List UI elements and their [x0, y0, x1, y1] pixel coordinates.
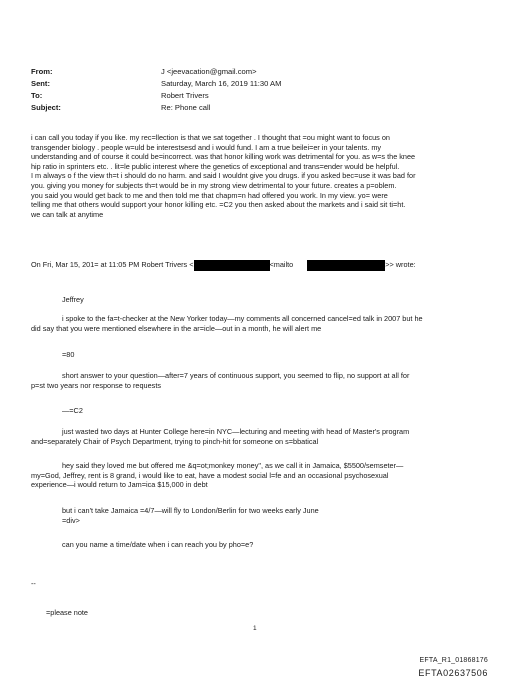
to-value: Robert Trivers	[161, 91, 209, 100]
signature-dash: --	[31, 579, 36, 588]
paragraph-line: p=st two years nor response to requests	[31, 380, 161, 390]
reply-line: understanding and of course it could be=incorrect. was that honor killing work was detrimental for you. as w=s the knee	[31, 152, 416, 162]
paragraph-line: hey said they loved me but offered me &q=ot;monkey money", as we call it in Jamaica, $5500/semseter—	[62, 461, 404, 470]
paragraph-phone-question: can you name a time/date when i can reach you by pho=e?	[62, 540, 254, 549]
reply-line: telling me that others would support your honor killing etc. =C2 you then asked about the markets and i said sit ti=ht.	[31, 200, 406, 210]
sent-value: Saturday, March 16, 2019 11:30 AM	[161, 79, 282, 88]
bates-number-large: EFTA02637506	[418, 668, 488, 678]
paragraph-line: experience—i would return to Jam=ica $15,000 in debt	[31, 480, 208, 490]
paragraph-jamaica	[62, 506, 492, 525]
page-number: 1	[253, 625, 257, 632]
bates-number-small: EFTA_R1_01868176	[419, 657, 488, 664]
quote-mailto: <mailto	[269, 260, 294, 269]
reply-line: we can talk at anytime	[31, 209, 104, 219]
subject-label: Subject:	[31, 103, 61, 112]
paragraph-hunter-college	[31, 427, 491, 446]
paragraph-line: did say that you were mentioned elsewhere in the ar=icle—out in a month, he will alert me	[31, 323, 322, 333]
paragraph-line: my=God, Jeffrey, rent is 8 grand, i would like to eat, have a modest social l=fe and an occasional psychosexual	[31, 470, 389, 480]
sent-row	[31, 78, 281, 90]
paragraph-line: just wasted two days at Hunter College here=in NYC—lecturing and meeting with head of Master's program	[62, 427, 410, 436]
reply-body	[31, 133, 491, 219]
paragraph-line: short answer to your question—after=7 years of continuous support, you seemed to flip, no support at all for	[62, 371, 410, 380]
marker-c2: —=C2	[62, 406, 83, 415]
from-label: From:	[31, 67, 53, 76]
quote-attribution	[31, 259, 416, 271]
please-note: =please note	[46, 608, 88, 617]
reply-line: you. giving you money for subjects th=t would be in my strong view detrimental to your future. creates a p=oblem.	[31, 180, 397, 190]
sent-label: Sent:	[31, 79, 50, 88]
redaction-box	[194, 260, 270, 271]
marker-80: =80	[62, 350, 75, 359]
to-label: To:	[31, 91, 43, 100]
paragraph-line: i spoke to the fa=t-checker at the New Yorker today—my comments all concerned cancel=ed talk in 2007 but he	[62, 314, 423, 323]
paragraph-line: =div>	[62, 515, 80, 525]
paragraph-fact-checker	[31, 314, 491, 333]
quote-suffix: >> wrote:	[385, 260, 416, 269]
greeting: Jeffrey	[62, 295, 84, 304]
reply-line: transgender biology . people w=uld be interestsesd and i would fund. I am a true beilei=er in your talents. my	[31, 142, 382, 152]
reply-line: I m always o f the view th=t i should do no harm. and said I wouldnt give you drugs. if you asked bec=use it was bad for	[31, 171, 416, 181]
email-header	[31, 66, 281, 114]
reply-line: hip ratio in sprinters etc. . lit=le public interest where the genetics of exceptional and trans=ender would be helpful.	[31, 161, 400, 171]
paragraph-line: but i can't take Jamaica =4/7—will fly to London/Berlin for two weeks early June	[62, 506, 319, 515]
paragraph-line: and=separately Chair of Psych Department, trying to pinch-hit for someone on s=bbatical	[31, 436, 319, 446]
from-value: J <jeevacation@gmail.com>	[161, 67, 257, 76]
paragraph-monkey-money	[31, 461, 491, 490]
reply-line: you said you would get back to me and then told me that chapm=n had offered you work. In my view. yo= were	[31, 190, 388, 200]
to-row	[31, 90, 281, 102]
redaction-box	[307, 260, 385, 271]
paragraph-short-answer	[31, 371, 491, 390]
subject-value: Re: Phone call	[161, 103, 211, 112]
subject-row	[31, 102, 281, 114]
quote-prefix: On Fri, Mar 15, 201= at 11:05 PM Robert Trivers <	[31, 260, 194, 269]
reply-line: i can call you today if you like. my rec=llection is that we sat together . I thought that =ou might want to focus on	[31, 133, 390, 142]
from-row	[31, 66, 281, 78]
